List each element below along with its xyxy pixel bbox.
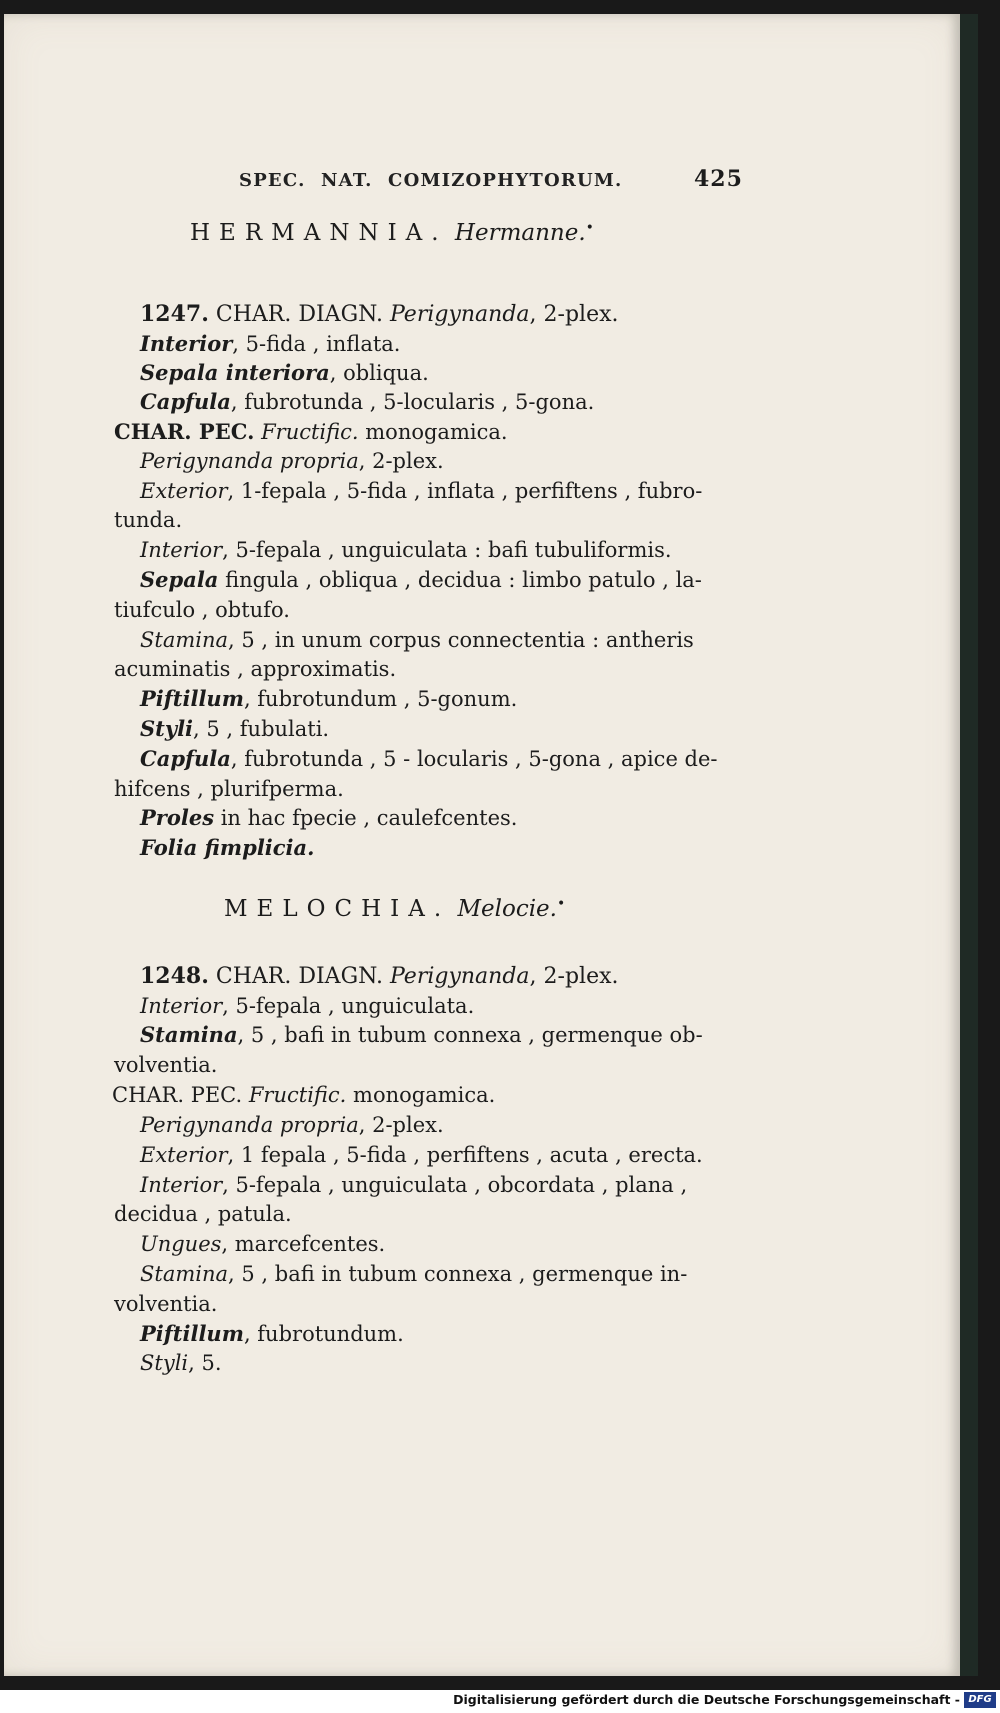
entry-line	[140, 1111, 444, 1139]
entry-line	[140, 388, 594, 416]
genus-name: MELOCHIA.	[224, 896, 451, 922]
term: Stamina	[140, 1022, 238, 1047]
vernacular-name: Hermanne.	[454, 220, 586, 246]
term: Folia fimplicia.	[140, 835, 315, 860]
entry-line	[114, 1290, 217, 1318]
entry-line	[140, 536, 672, 564]
entry-line	[140, 626, 694, 654]
term: Styli	[140, 1351, 189, 1375]
page-number: 425	[694, 166, 743, 192]
entry-line	[140, 745, 718, 773]
text: decidua , patula.	[114, 1202, 292, 1226]
text: , fubrotunda , 5 - locularis , 5-gona , apice de-	[230, 747, 718, 771]
text: in hac fpecie , caulefcentes.	[220, 806, 518, 830]
entry-line	[114, 596, 290, 624]
term: Perigynanda	[389, 964, 530, 989]
entry-line	[140, 1171, 687, 1199]
text: tunda.	[114, 508, 183, 532]
text: , 5-fida , inflata.	[232, 332, 401, 356]
entry-line	[140, 1021, 703, 1049]
text: volventia.	[114, 1053, 218, 1077]
entry-line	[140, 447, 444, 475]
entry-line	[140, 834, 314, 862]
char-label: CHAR. PEC.	[112, 1083, 243, 1107]
entry-line	[114, 775, 344, 803]
text: , fubrotunda , 5-locularis , 5-gona.	[230, 390, 595, 414]
text: monogamica.	[353, 1083, 496, 1107]
text: , 2-plex.	[529, 302, 619, 327]
entry-line	[140, 477, 702, 505]
entry-line	[140, 804, 517, 832]
entry-line	[140, 1260, 687, 1288]
term: Styli	[140, 716, 194, 741]
book-cover-edge	[960, 14, 978, 1676]
term: Interior	[140, 1173, 223, 1197]
dfg-logo: DFG	[964, 1692, 996, 1708]
char-label: CHAR. DIAGN.	[215, 964, 383, 989]
genus-name: HERMANNIA.	[190, 220, 448, 246]
text: , 2-plex.	[529, 964, 619, 989]
genus-heading-melochia	[224, 896, 565, 922]
term: Stamina	[140, 1262, 229, 1286]
text: monogamica.	[365, 420, 508, 444]
vernacular-name: Melocie.	[457, 896, 557, 922]
text: , 2-plex.	[358, 1113, 444, 1137]
entry-line	[114, 506, 182, 534]
entry-line	[112, 1081, 495, 1109]
marker: •	[556, 896, 566, 912]
term: Capfula	[140, 389, 231, 414]
text: , 5 , bafi in tubum connexa , germenque in-	[228, 1262, 688, 1286]
entry-line	[140, 1320, 404, 1348]
entry-line	[140, 1349, 222, 1377]
text: , fubrotundum , 5-gonum.	[243, 687, 518, 711]
text: volventia.	[114, 1292, 218, 1316]
term: Proles	[140, 805, 215, 830]
entry-line	[140, 715, 329, 743]
text: , 5-fepala , unguiculata , obcordata , plana ,	[222, 1173, 688, 1197]
term: Exterior	[140, 479, 228, 503]
book-page	[4, 14, 960, 1676]
entry-line	[140, 1230, 385, 1258]
char-label: CHAR. PEC.	[114, 419, 255, 444]
entry-line	[140, 566, 702, 594]
entry-number: 1248.	[140, 963, 209, 989]
term: Sepala interiora	[140, 360, 330, 385]
text: , 5.	[188, 1351, 222, 1375]
term: Interior	[140, 994, 223, 1018]
text: , 5-fepala , unguiculata.	[222, 994, 475, 1018]
text: , marcefcentes.	[221, 1232, 386, 1256]
entry-line	[140, 992, 474, 1020]
term: Interior	[140, 538, 223, 562]
term: Perigynanda propria	[140, 449, 359, 473]
entry-line	[140, 1141, 703, 1169]
footer-strip	[0, 1690, 1000, 1713]
marker: •	[585, 220, 594, 236]
entry-number: 1247.	[140, 301, 209, 327]
text: , 2-plex.	[358, 449, 444, 473]
entry-line	[114, 418, 508, 446]
term: Perigynanda	[389, 302, 530, 327]
term: Stamina	[140, 628, 229, 652]
term: Fructific.	[248, 1083, 347, 1107]
text: tiufculo , obtufo.	[114, 598, 290, 622]
text: , 5 , in unum corpus connectentia : antheris	[228, 628, 694, 652]
term: Fructific.	[261, 420, 359, 444]
entry-line	[140, 359, 429, 387]
text: , 1 fepala , 5-fida , perfiftens , acuta , erecta.	[227, 1143, 703, 1167]
text: , obliqua.	[329, 361, 429, 385]
term: Sepala	[140, 567, 219, 592]
term: Piftillum	[140, 686, 244, 711]
text: , 5-fepala , unguiculata : bafi tubuliformis.	[222, 538, 672, 562]
text: , fubrotundum.	[243, 1322, 404, 1346]
entry-line	[114, 1200, 292, 1228]
term: Interior	[140, 331, 233, 356]
entry-line	[114, 655, 396, 683]
term: Ungues	[140, 1232, 222, 1256]
text: , 5 , bafi in tubum connexa , germenque ob-	[237, 1023, 703, 1047]
text: fingula , obliqua , decidua : limbo patulo , la-	[225, 568, 702, 592]
entry-line	[140, 962, 619, 991]
text: acuminatis , approximatis.	[114, 657, 397, 681]
char-label: CHAR. DIAGN.	[215, 302, 383, 327]
term: Piftillum	[140, 1321, 244, 1346]
entry-line	[114, 1051, 217, 1079]
entry-line	[140, 330, 400, 358]
term: Capfula	[140, 746, 231, 771]
term: Perigynanda propria	[140, 1113, 359, 1137]
term: Exterior	[140, 1143, 228, 1167]
genus-heading-hermannia	[190, 220, 594, 246]
text: hifcens , plurifperma.	[114, 777, 344, 801]
text: , 5 , fubulati.	[193, 717, 330, 741]
footer-credit: Digitalisierung gefördert durch die Deutsche Forschungsgemeinschaft -	[453, 1692, 960, 1707]
entry-line	[140, 685, 517, 713]
text: , 1-fepala , 5-fida , inflata , perfiftens , fubro-	[227, 479, 703, 503]
entry-line	[140, 300, 619, 329]
running-head: SPEC. NAT. COMIZOPHYTORUM.	[239, 170, 623, 191]
